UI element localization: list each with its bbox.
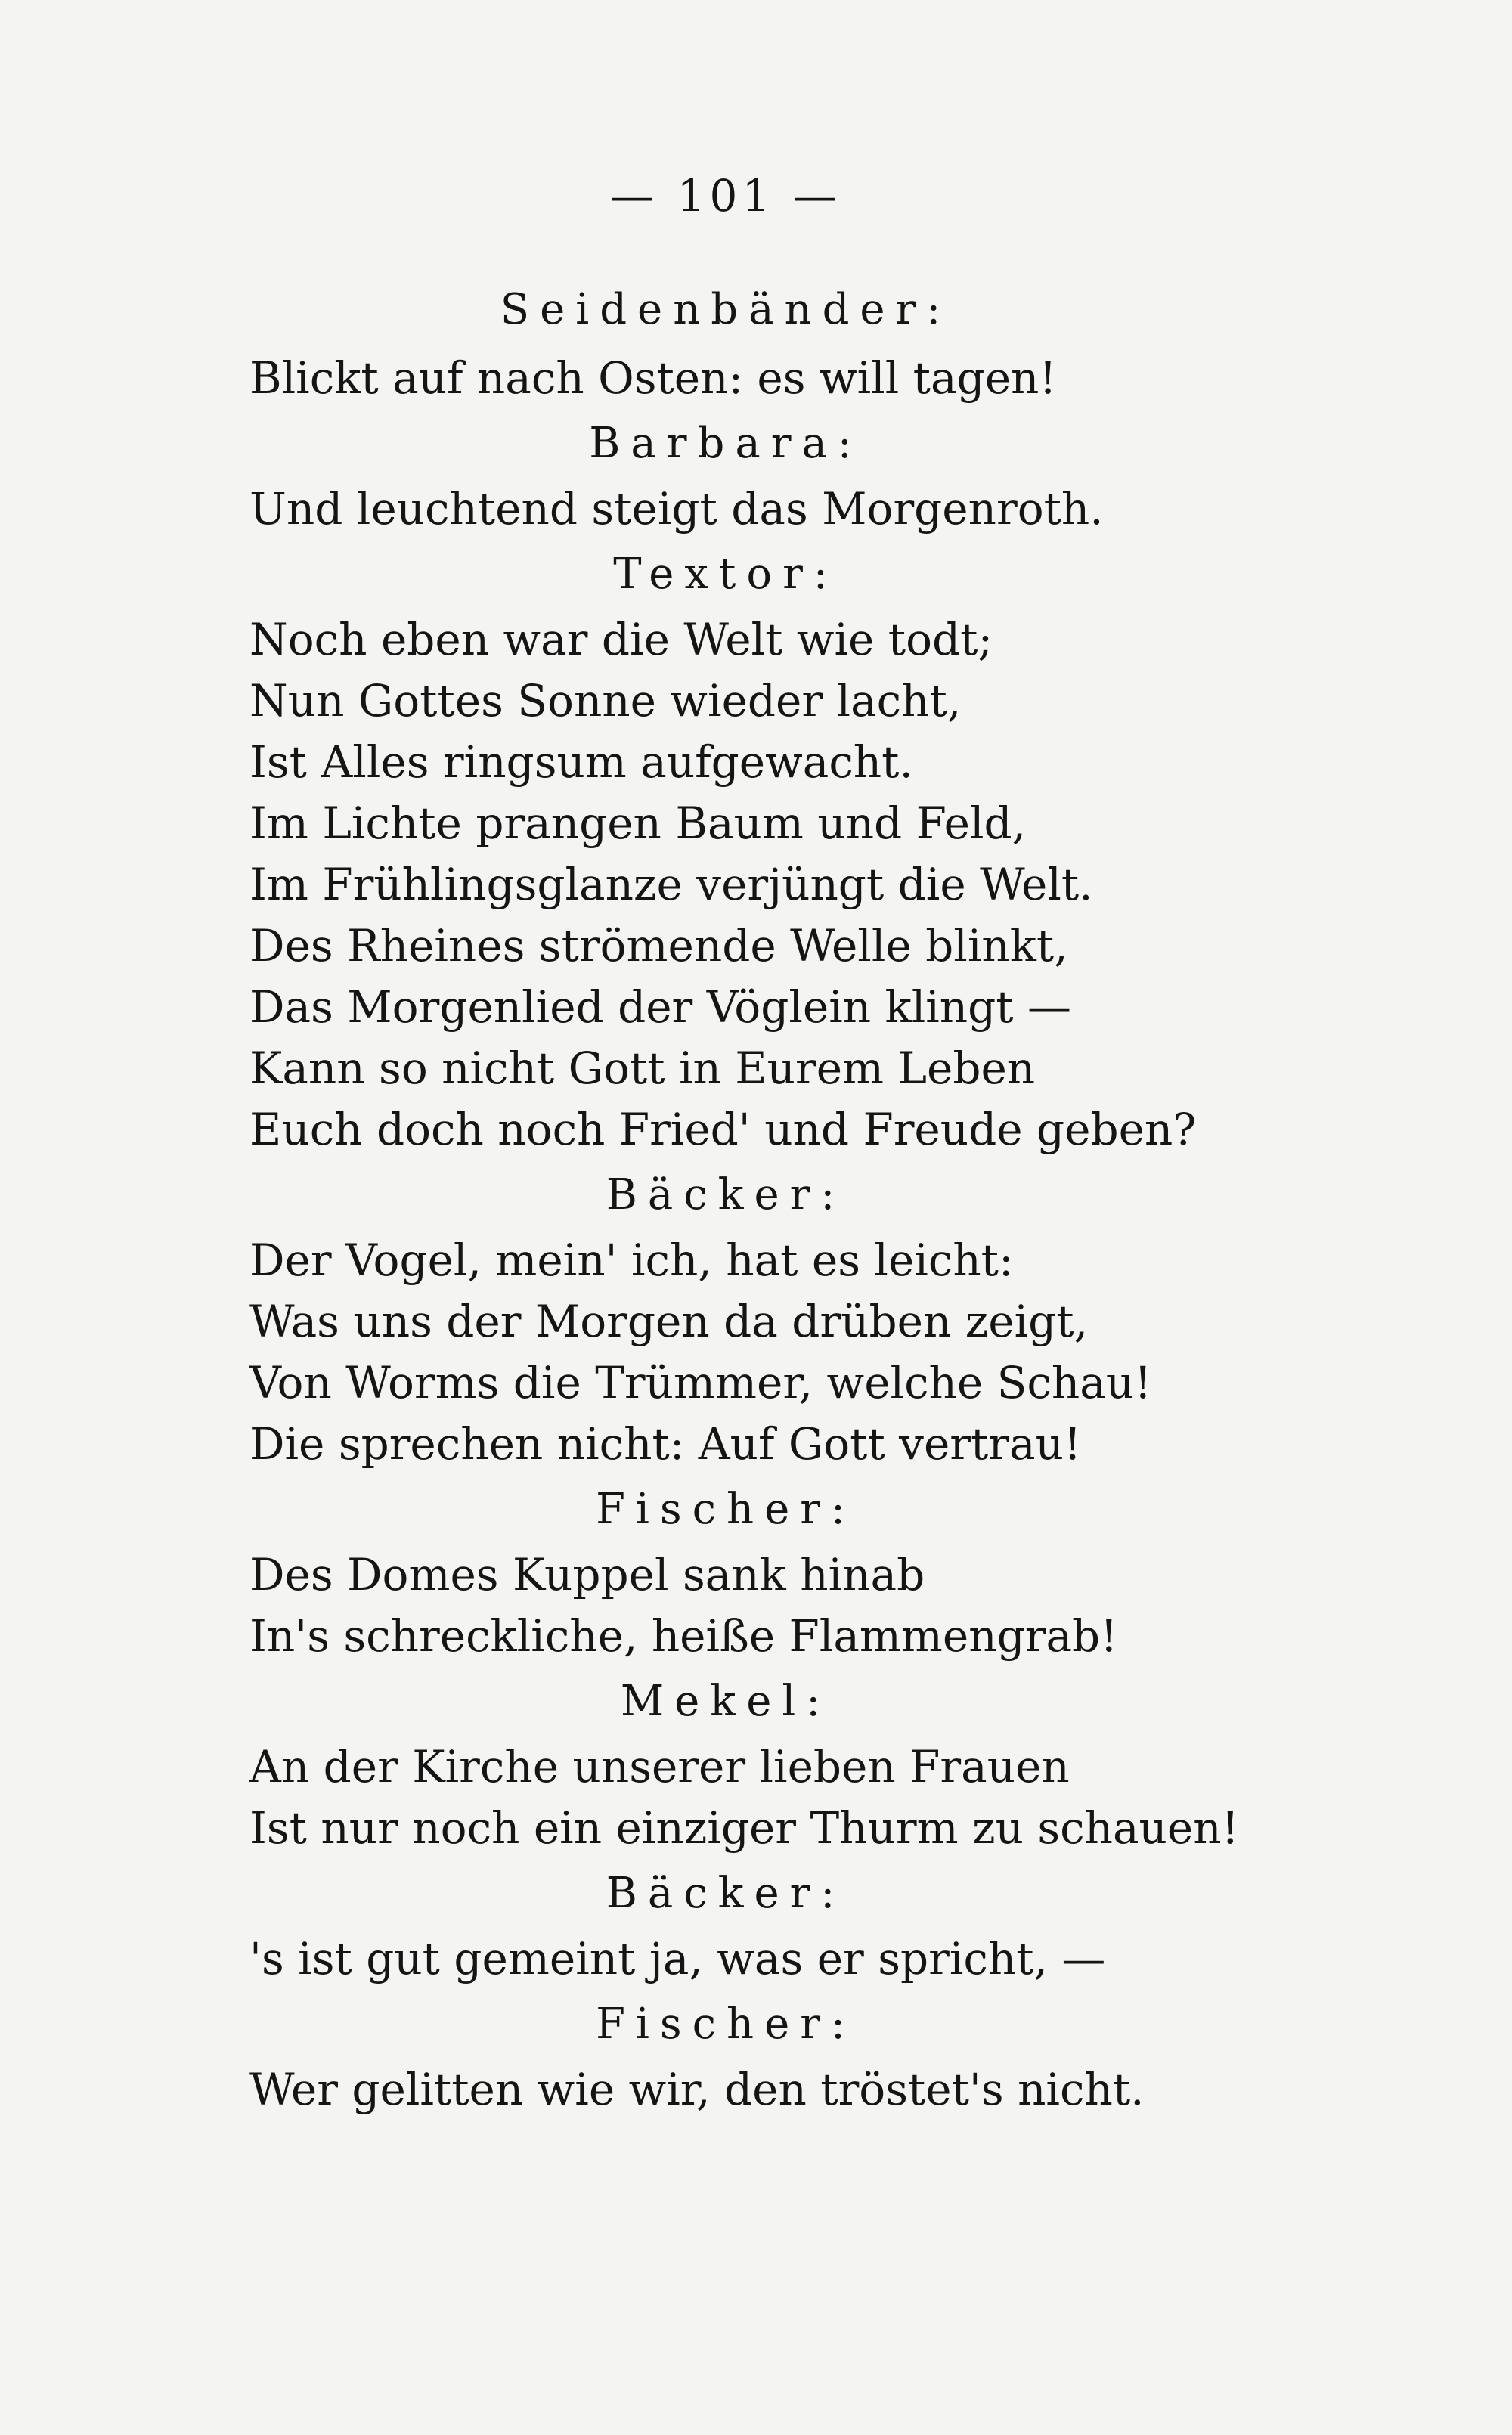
verse-line: Der Vogel, mein' ich, hat es leicht: xyxy=(249,1235,1014,1286)
verse-line: Ist Alles ringsum aufgewacht. xyxy=(249,736,913,788)
verse-line: Nun Gottes Sonne wieder lacht, xyxy=(249,675,962,726)
speaker-label: Fischer: xyxy=(596,1485,856,1534)
verse-line: Blickt auf nach Osten: es will tagen! xyxy=(249,352,1057,404)
verse-line: Kann so nicht Gott in Eurem Leben xyxy=(249,1042,1036,1094)
verse-line: Von Worms die Trümmer, welche Schau! xyxy=(249,1357,1152,1408)
speaker-label: Barbara: xyxy=(589,419,863,468)
verse-line: An der Kirche unserer lieben Frauen xyxy=(249,1741,1070,1792)
verse-line: Im Frühlingsglanze verjüngt die Welt. xyxy=(249,859,1093,910)
verse-line: Des Domes Kuppel sank hinab xyxy=(249,1549,925,1600)
verse-line: Und leuchtend steigt das Morgenroth. xyxy=(249,483,1104,534)
dialogue-text xyxy=(249,272,1239,2121)
verse-line: Wer gelitten wie wir, den tröstet's nicht. xyxy=(249,2064,1145,2115)
speaker-label: Bäcker: xyxy=(606,1869,846,1918)
verse-line: Ist nur noch ein einziger Thurm zu schauen! xyxy=(249,1802,1239,1854)
verse-line: Im Lichte prangen Baum und Feld, xyxy=(249,798,1027,849)
verse-line: Die sprechen nicht: Auf Gott vertrau! xyxy=(249,1418,1082,1470)
speaker-label: Mekel: xyxy=(620,1677,832,1726)
page-number: — 101 — xyxy=(610,170,841,222)
verse-line: In's schreckliche, heiße Flammengrab! xyxy=(249,1610,1118,1662)
speaker-label: Fischer: xyxy=(596,2000,856,2049)
speaker-label: Textor: xyxy=(613,550,838,599)
verse-line: Das Morgenlied der Vöglein klingt — xyxy=(249,981,1072,1033)
verse-line: Was uns der Morgen da drüben zeigt, xyxy=(249,1296,1089,1347)
verse-line: Des Rheines strömende Welle blinkt, xyxy=(249,920,1068,971)
speaker-label: Bäcker: xyxy=(606,1170,846,1219)
verse-line: 's ist gut gemeint ja, was er spricht, — xyxy=(249,1933,1106,1984)
speaker-label: Seidenbänder: xyxy=(500,285,952,334)
verse-line: Noch eben war die Welt wie todt; xyxy=(249,614,993,665)
verse-line: Euch doch noch Fried' und Freude geben? xyxy=(249,1104,1197,1155)
